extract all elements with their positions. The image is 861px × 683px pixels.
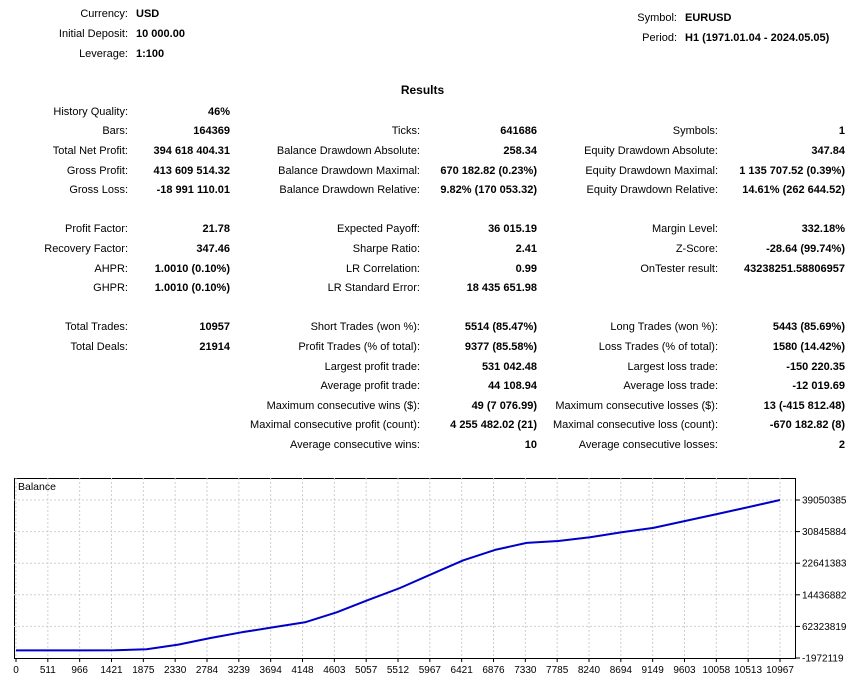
chart-border [15, 479, 796, 659]
x-tick-label: 0 [13, 665, 19, 676]
stat-value: 14.61% (262 644.52) [742, 184, 845, 197]
stat-value: 1.0010 (0.10%) [154, 282, 230, 295]
stat-label: Symbols: [672, 125, 718, 138]
stat-label: Recovery Factor: [44, 242, 128, 255]
stats-row [0, 220, 845, 240]
stat-value: 10 [524, 438, 537, 451]
stat-value: 332.18% [801, 223, 845, 236]
stats-row [0, 435, 845, 455]
stat-label: Balance Drawdown Maximal: [278, 164, 420, 177]
stat-value: -12 019.69 [792, 380, 845, 393]
stat-label: Average loss trade: [623, 380, 718, 393]
stat-label: Gross Loss: [69, 184, 128, 197]
stat-label: Maximal consecutive profit (count): [250, 419, 420, 432]
x-tick-label: 5967 [418, 665, 441, 676]
stats-row [0, 416, 845, 436]
stat-value: 5443 (85.69%) [772, 321, 845, 334]
stat-label: Expected Payoff: [337, 223, 420, 236]
stat-label: Gross Profit: [66, 164, 128, 177]
x-tick-label: 4603 [323, 665, 346, 676]
stat-value: 2.41 [515, 242, 537, 255]
stat-label: Margin Level: [651, 223, 718, 236]
stat-value: -670 182.82 (8) [769, 419, 845, 432]
stat-value: 49 (7 076.99) [471, 399, 537, 412]
stat-value: 36 015.19 [488, 223, 537, 236]
chart-legend-label: Balance [18, 481, 56, 493]
stat-label: Z-Score: [675, 242, 718, 255]
currency-value: USD [136, 8, 160, 20]
stats-row [0, 357, 845, 377]
stat-value: 347.84 [811, 144, 845, 157]
x-tick-label: 5512 [386, 665, 410, 676]
stats-row [0, 259, 845, 279]
stat-label: Equity Drawdown Maximal: [585, 164, 718, 177]
stat-label: Average consecutive wins: [289, 438, 420, 451]
stat-label: Profit Factor: [65, 223, 128, 236]
x-tick-label: 966 [71, 665, 89, 676]
y-tick-label: -1972119 [802, 653, 844, 665]
stat-label: Maximal consecutive loss (count): [552, 419, 718, 432]
stats-row [0, 337, 845, 357]
stat-label: Loss Trades (% of total): [598, 340, 718, 353]
x-tick-label: 1421 [100, 665, 123, 676]
y-tick-label: 30845884 [802, 527, 847, 539]
x-tick-label: 8240 [577, 665, 601, 676]
x-tick-label: 3239 [227, 665, 250, 676]
stat-value: 413 609 514.32 [153, 164, 230, 177]
x-tick-label: 10513 [734, 665, 763, 676]
balance-chart [0, 470, 861, 683]
stat-value: 670 182.82 (0.23%) [440, 164, 537, 177]
stat-value: 21.78 [202, 223, 230, 236]
account-info-block [0, 4, 185, 64]
stat-label: Average consecutive losses: [578, 438, 718, 451]
stat-label: History Quality: [53, 105, 128, 118]
results-title: Results [400, 83, 445, 97]
stat-value: 1.0010 (0.10%) [154, 262, 230, 275]
x-tick-label: 9149 [641, 665, 664, 676]
y-tick-label: 14436882 [802, 590, 847, 602]
x-tick-label: 1875 [132, 665, 155, 676]
x-tick-label: 5057 [355, 665, 378, 676]
stat-value: 531 042.48 [481, 360, 537, 373]
stats-group-gap [0, 298, 845, 318]
stat-label: GHPR: [93, 282, 128, 295]
stat-label: AHPR: [94, 262, 128, 275]
stats-row [0, 396, 845, 416]
stat-value: 46% [207, 105, 230, 118]
stats-row [0, 141, 845, 161]
stat-label: OnTester result: [640, 262, 718, 275]
stat-value: 164369 [193, 125, 230, 138]
period-label: Period: [642, 32, 677, 44]
period-row [600, 28, 829, 48]
stat-value: 2 [838, 438, 845, 451]
stat-value: 394 618 404.31 [153, 144, 230, 157]
symbol-label: Symbol: [637, 12, 677, 24]
x-tick-label: 8694 [609, 665, 632, 676]
stats-row [0, 376, 845, 396]
y-tick-label: 62323819 [802, 621, 847, 633]
initial-deposit-value: 10 000.00 [136, 28, 185, 40]
x-tick-label: 511 [39, 665, 56, 676]
stat-value: 1 135 707.52 (0.39%) [739, 164, 845, 177]
initial-deposit-row [0, 24, 185, 44]
leverage-label: Leverage: [79, 48, 128, 60]
stat-value: 43238251.58806957 [744, 262, 845, 275]
stat-label: LR Standard Error: [327, 282, 420, 295]
stats-row [0, 122, 845, 142]
x-tick-label: 7785 [546, 665, 569, 676]
stats-row [0, 318, 845, 338]
stat-value: 641686 [500, 125, 537, 138]
stat-label: Profit Trades (% of total): [298, 340, 420, 353]
period-value: H1 (1971.01.04 - 2024.05.05) [685, 32, 830, 44]
stat-label: Maximum consecutive wins ($): [266, 399, 420, 412]
stat-label: Short Trades (won %): [310, 321, 420, 334]
stat-value: 10957 [199, 321, 230, 334]
stat-label: Bars: [102, 125, 128, 138]
stat-label: Largest loss trade: [627, 360, 718, 373]
stats-group-gap [0, 200, 845, 220]
x-tick-label: 4148 [291, 665, 314, 676]
leverage-row [0, 44, 185, 64]
stat-value: 0.99 [515, 262, 537, 275]
stat-label: Total Net Profit: [52, 144, 128, 157]
initial-deposit-label: Initial Deposit: [58, 28, 128, 40]
stat-label: Equity Drawdown Absolute: [584, 144, 718, 157]
stat-value: 1 [838, 125, 845, 138]
currency-row [0, 4, 185, 24]
stat-value: 5514 (85.47%) [464, 321, 537, 334]
stat-value: 21914 [199, 340, 230, 353]
stats-row [0, 239, 845, 259]
stat-label: Sharpe Ratio: [352, 242, 420, 255]
leverage-value: 1:100 [136, 48, 165, 60]
stat-value: -18 991 110.01 [156, 184, 230, 197]
stat-label: Total Trades: [65, 321, 128, 334]
stat-value: 258.34 [503, 144, 537, 157]
stats-row [0, 180, 845, 200]
stat-label: Ticks: [391, 125, 420, 138]
y-tick-label: 39050385 [802, 495, 847, 507]
stat-value: 44 108.94 [488, 380, 537, 393]
symbol-row [600, 8, 829, 28]
stat-value: 9377 (85.58%) [464, 340, 537, 353]
y-tick-label: 22641383 [802, 558, 847, 570]
x-tick-label: 9603 [673, 665, 696, 676]
stat-label: Largest profit trade: [324, 360, 420, 373]
stat-label: Maximum consecutive losses ($): [555, 399, 718, 412]
stat-label: LR Correlation: [346, 262, 420, 275]
statistics-table [0, 102, 845, 455]
stat-value: 9.82% (170 053.32) [440, 184, 537, 197]
stat-value: -150 220.35 [786, 360, 845, 373]
stat-label: Total Deals: [70, 340, 128, 353]
symbol-value: EURUSD [685, 12, 732, 24]
x-tick-label: 3694 [259, 665, 282, 676]
stat-label: Balance Drawdown Absolute: [276, 144, 420, 157]
x-tick-label: 2784 [195, 665, 219, 676]
x-tick-label: 6421 [450, 665, 473, 676]
stat-value: 13 (-415 812.48) [763, 399, 845, 412]
currency-label: Currency: [80, 8, 128, 20]
stats-row [0, 102, 845, 122]
stat-value: 347.46 [196, 242, 230, 255]
stats-row [0, 161, 845, 181]
balance-chart-svg [0, 470, 861, 680]
stat-value: 1580 (14.42%) [772, 340, 845, 353]
x-tick-label: 6876 [482, 665, 505, 676]
stat-value: 4 255 482.02 (21) [450, 419, 537, 432]
stat-label: Equity Drawdown Relative: [586, 184, 718, 197]
x-tick-label: 10967 [766, 665, 794, 676]
stats-row [0, 278, 845, 298]
x-tick-label: 7330 [514, 665, 537, 676]
stat-label: Long Trades (won %): [610, 321, 718, 334]
stat-value: 18 435 651.98 [466, 282, 537, 295]
x-tick-label: 2330 [164, 665, 187, 676]
stat-value: -28.64 (99.74%) [766, 242, 845, 255]
x-tick-label: 10058 [702, 665, 731, 676]
symbol-info-block [600, 8, 829, 48]
stat-label: Average profit trade: [320, 380, 420, 393]
stat-label: Balance Drawdown Relative: [279, 184, 420, 197]
